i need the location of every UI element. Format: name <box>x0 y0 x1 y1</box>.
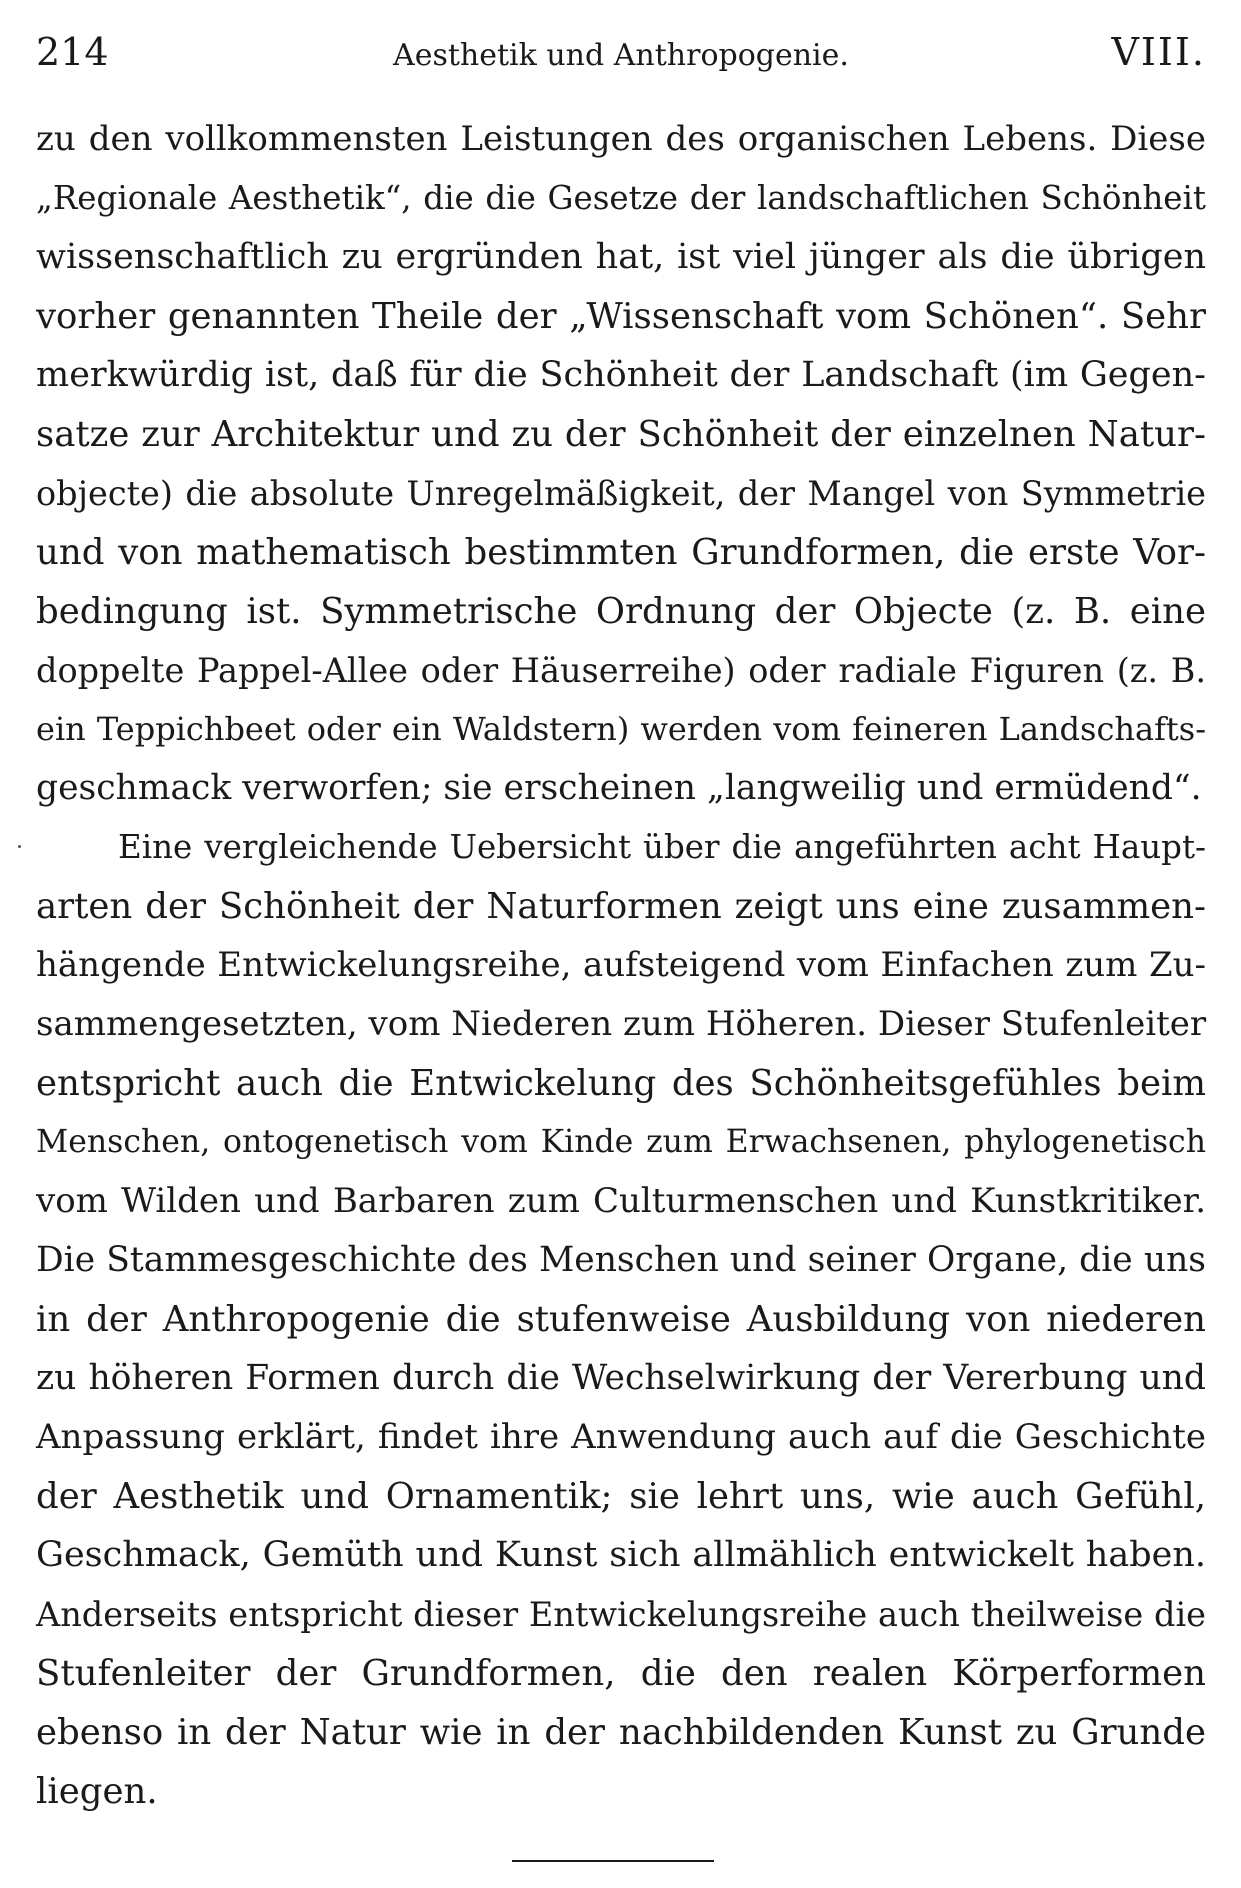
text-line: entspricht auch die Entwickelung des Schönheitsgefühles beim <box>36 1063 1206 1104</box>
text-line: satze zur Architektur und zu der Schönheit der einzelnen Natur- <box>36 414 1206 455</box>
text-line: bedingung ist. Symmetrische Ordnung der Objecte (z. B. eine <box>36 591 1206 632</box>
text-line: Stufenleiter der Grundformen, die den realen Körperformen <box>36 1653 1206 1694</box>
text-line: ebenso in der Natur wie in der nachbildenden Kunst zu Grunde <box>36 1712 1206 1753</box>
text-line: doppelte Pappel-Allee oder Häuserreihe) oder radiale Figuren (z. B. <box>36 651 1206 690</box>
text-line: sammengesetzten, vom Niederen zum Höheren. Dieser Stufenleiter <box>36 1004 1207 1044</box>
text-line: in der Anthropogenie die stufenweise Ausbildung von niederen <box>36 1299 1206 1340</box>
running-head: Aesthetik und Anthropogenie. <box>393 38 849 73</box>
paragraph <box>36 110 1206 818</box>
text-line: vom Wilden und Barbaren zum Culturmenschen und Kunstkritiker. <box>36 1181 1206 1221</box>
text-line: wissenschaftlich zu ergründen hat, ist viel jünger als die übrigen <box>36 237 1206 277</box>
text-line: Die Stammesgeschichte des Menschen und seiner Organe, die uns <box>36 1240 1206 1280</box>
text-line: Anderseits entspricht dieser Entwickelungsreihe auch theilweise die <box>36 1595 1206 1634</box>
text-line: „Regionale Aesthetik“, die die Gesetze der landschaftlichen Schönheit <box>36 179 1206 217</box>
text-line: Eine vergleichende Uebersicht über die angeführten acht Haupt- <box>118 828 1206 866</box>
text-line: arten der Schönheit der Naturformen zeigt uns eine zusammen- <box>36 886 1206 927</box>
text-line: Anpassung erklärt, findet ihre Anwendung auch auf die Geschichte <box>36 1417 1206 1457</box>
text-line: der Aesthetik und Ornamentik; sie lehrt uns, wie auch Gefühl, <box>36 1476 1206 1517</box>
page-number: 214 <box>36 30 109 74</box>
text-line: und von mathematisch bestimmten Grundformen, die erste Vor- <box>36 532 1206 573</box>
page-header <box>36 24 1206 88</box>
paragraph <box>36 818 1206 1821</box>
text-line: zu den vollkommensten Leistungen des organischen Lebens. Diese <box>36 119 1206 159</box>
text-line: vorher genannten Theile der „Wissenschaft vom Schönen“. Sehr <box>36 296 1206 337</box>
text-line: Geschmack, Gemüth und Kunst sich allmählich entwickelt haben. <box>36 1535 1206 1575</box>
text-line: ein Teppichbeet oder ein Waldstern) werden vom feineren Landschafts- <box>36 710 1206 748</box>
body-text <box>36 110 1206 1821</box>
text-line: hängende Entwickelungsreihe, aufsteigend vom Einfachen zum Zu- <box>36 945 1206 985</box>
text-line: geschmack verworfen; sie erscheinen „langweilig und ermüdend“. <box>36 768 1202 808</box>
text-line: liegen. <box>36 1771 158 1812</box>
text-line: merkwürdig ist, daß für die Schönheit der Landschaft (im Gegen- <box>36 355 1206 395</box>
print-speck <box>18 845 21 848</box>
section-end-rule <box>512 1860 714 1862</box>
text-line: zu höheren Formen durch die Wechselwirkung der Vererbung und <box>36 1358 1206 1398</box>
text-line: Menschen, ontogenetisch vom Kinde zum Erwachsenen, phylogenetisch <box>36 1124 1206 1160</box>
chapter-number: VIII. <box>1111 30 1206 74</box>
text-line: objecte) die absolute Unregelmäßigkeit, der Mangel von Symmetrie <box>36 474 1206 513</box>
